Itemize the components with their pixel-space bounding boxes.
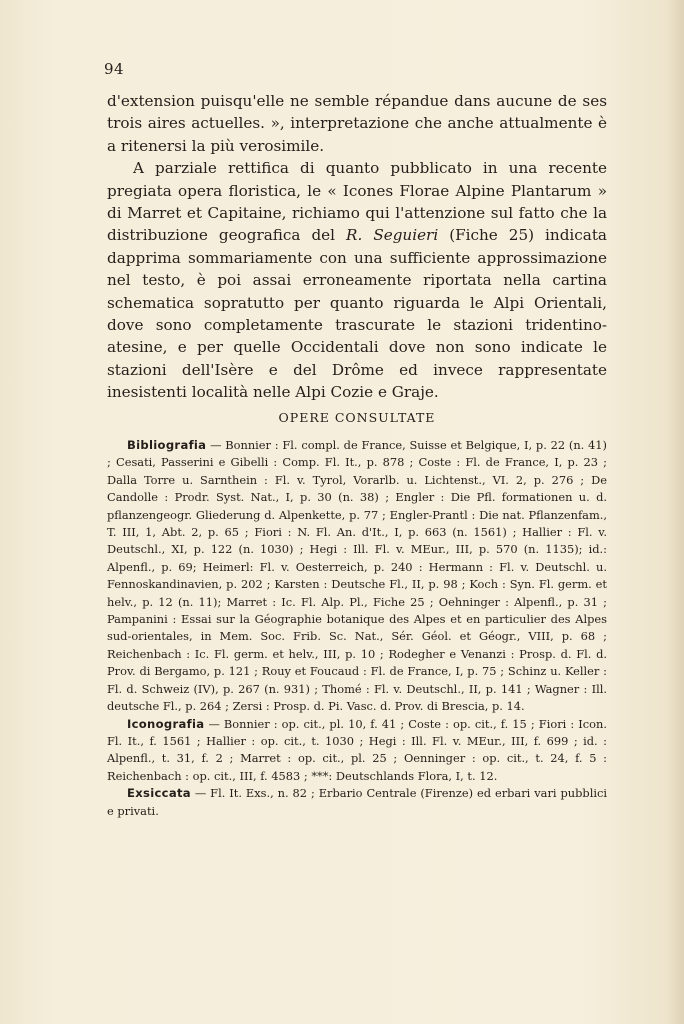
iconografia-text: — Bonnier : op. cit., pl. 10, f. 41 ; Coste : op. cit., f. 15 ; Fiori : Icon. Fl. It., f. 1561 ; Hallier : op. cit., t. 1030 ; Hegi : Ill. Fl. v. MEur., III, f. 699 ; id. : Alpenfl., t. 31, f. 2 ; Marret : op. cit., pl. 25 ; Oenninger : op. cit., t. 24, f. 5 : Reichenbach : op. cit., III, f. 4583 ; ***: Deutschlands Flora, I, t. 12.: [107, 716, 607, 783]
paragraph-2-part-a: A parziale rettifica di quanto pubblicato in una recente pregiata opera floristica, le « Icones Florae Alpine Plantarum » di Marret et Capitaine, richiamo qui l'attenzione sul fatto che la distribuzione geografica del: [107, 159, 607, 245]
body-text: [107, 90, 607, 404]
bibliografia-text: — Bonnier : Fl. compl. de France, Suisse et Belgique, I, p. 22 (n. 41) ; Cesati, Passerini e Gibelli : Comp. Fl. It., p. 878 ; Coste : Fl. de France, I, p. 23 ; Dalla Torre u. Sarnthein : Fl. v. Tyrol, Vorarlb. u. Lichtenst., VI. 2, p. 276 ; De Candolle : Prodr. Syst. Nat., I, p. 30 (n. 38) ; Engler : Die Pfl. formationen u. d. pflanzengeogr. Gliederung d. Alpenkette, p. 77 ; Engler-Prantl : Die nat. Pflanzenfam., T. III, 1, Abt. 2, p. 65 ; Fiori : N. Fl. An. d'It., I, p. 663 (n. 1561) ; Hallier : Fl. v. Deutschl., XI, p. 122 (n. 1030) ; Hegi : Ill. Fl. v. MEur., III, p. 570 (n. 1135); id.: Alpenfl., p. 69; Heimerl: Fl. v. Oesterreich, p. 240 : Hermann : Fl. v. Deutschl. u. Fennoskandinavien, p. 202 ; Karsten : Deutsche Fl., II, p. 98 ; Koch : Syn. Fl. germ. et helv., p. 12 (n. 11); Marret : Ic. Fl. Alp. Pl., Fiche 25 ; Oehninger : Alpenfl., p. 31 ; Pampanini : Essai sur la Géographie botanique des Alpes et en particulier des Alpes sud-orientales, in Mem. Soc. Frib. Sc. Nat., Sér. Géol. et Géogr., VIII, p. 68 ; Reichenbach : Ic. Fl. germ. et helv., III, p. 10 ; Rodegher e Venanzi : Prosp. d. Fl. d. Prov. di Bergamo, p. 121 ; Rouy et Foucaud : Fl. de France, I, p. 75 ; Schinz u. Keller : Fl. d. Schweiz (IV), p. 267 (n. 931) ; Thomé : Fl. v. Deutschl., II, p. 141 ; Wagner : Ill. deutsche Fl., p. 264 ; Zersi : Prosp. d. Pi. Vasc. d. Prov. di Brescia, p. 14.: [107, 438, 607, 714]
exsiccata-text: — Fl. It. Exs., n. 82 ; Erbario Centrale (Firenze) ed erbari vari pubblici e privati.: [107, 786, 608, 818]
iconografia-label: Iconografia: [127, 716, 205, 731]
bibliografia-label: Bibliografia: [127, 438, 207, 452]
bibliografia-entry: [107, 437, 607, 716]
references-section: [107, 437, 607, 820]
page-number: 94: [104, 60, 125, 78]
paragraph-1: d'extension puisqu'elle ne semble répandue dans aucune de ses trois aires actuelles. », interpretazione che anche attualmente è a ritenersi la più verosimile.: [107, 92, 607, 155]
exsiccata-label: Exsiccata: [127, 786, 191, 801]
paragraph-2: [107, 157, 607, 403]
page-edge-shadow: [666, 0, 684, 1024]
exsiccata-entry: [107, 785, 607, 820]
paragraph-2-part-b: (Fiche 25) indicata dapprima sommariamente con una sufficiente approssimazione nel testo, è poi assai erroneamente riportata nella cartina schematica sopratutto per quanto riguarda le Alpi Orientali, dove sono completamente trascurate le stazioni tridentino-atesine, e per quelle Occidentali dove non sono indicate le stazioni dell'Isère e del Drôme ed invece rappresentate inesistenti località nelle Alpi Cozie e Graje.: [107, 226, 607, 402]
section-heading: OPERE CONSULTATE: [278, 410, 436, 425]
iconografia-entry: [107, 716, 607, 786]
species-name: R. Seguieri: [346, 226, 439, 245]
